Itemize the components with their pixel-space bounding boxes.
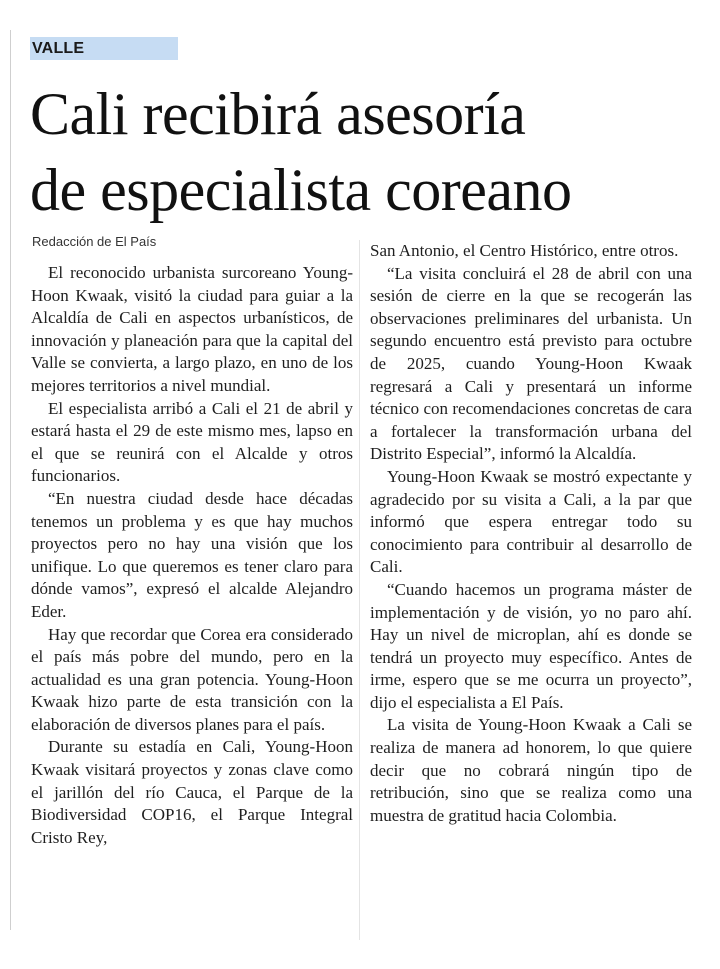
paragraph: El especialista arribó a Cali el 21 de abril y estará hasta el 29 de este mismo mes, lapso en el que se reunirá con el Alcalde y otros funcionarios.: [31, 398, 353, 486]
paragraph: Hay que recordar que Corea era considerado el país más pobre del mundo, pero en la actualidad es una gran potencia. Young-Hoon Kwaak hizo parte de esta transición con la elaboración de diversos planes para el país.: [31, 624, 353, 734]
paragraph: Young-Hoon Kwaak se mostró expectante y agradecido por su visita a Cali, a la par que informó que espera entregar todo su conocimiento para contribuir al desarrollo de Cali.: [370, 466, 692, 577]
section-tag: VALLE: [30, 37, 178, 60]
headline-line-2: de especialista coreano: [30, 157, 572, 223]
paragraph: “La visita concluirá el 28 de abril con una sesión de cierre en la que se recogerán las observaciones preliminares del urbanista. Un segundo encuentro está previsto para octubre de 2025, cuando Young-Hoon Kwaak regresará a Cali y presentará un informe técnico con recomendaciones concretas de cara a fortalecer la transformación urbana del Distrito Especial”, informó la Alcaldía.: [370, 263, 692, 464]
page-edge: [10, 30, 11, 930]
paragraph: “Cuando hacemos un programa máster de implementación y de visión, yo no paro ahí. Hay un nivel de microplan, ahí es donde se tendrá un proyecto muy específico. Antes de irme, espero que se me ocurra un proyecto”, dijo el especialista a El País.: [370, 579, 692, 712]
column-divider: [359, 240, 360, 940]
paragraph: Durante su estadía en Cali, Young-Hoon Kwaak visitará proyectos y zonas clave como el jarillón del río Cauca, el Parque de la Biodiversidad COP16, el Parque Integral Cristo Rey,: [31, 737, 353, 847]
paragraph: “En nuestra ciudad desde hace décadas tenemos un problema y es que hay muchos proyectos pero no hay una visión que los unifique. Lo que queremos es tener claro para dónde vamos”, expresó el alcalde Alejandro Eder.: [31, 488, 353, 621]
paragraph-continuation: San Antonio, el Centro Histórico, entre otros.: [370, 241, 679, 260]
headline: [30, 76, 710, 228]
left-column: [31, 262, 353, 849]
paragraph: La visita de Young-Hoon Kwaak a Cali se realiza de manera ad honorem, lo que quiere decir que no cobrará ningún tipo de retribución, sino que se realiza como una muestra de gratitud hacia Colombia.: [370, 715, 692, 825]
paragraph: El reconocido urbanista surcoreano Young-Hoon Kwaak, visitó la ciudad para guiar a la Alcaldía de Cali en aspectos urbanísticos, de innovación y planeación para que la capital del Valle se convierta, a largo plazo, en uno de los mejores territorios a nivel mundial.: [31, 263, 353, 395]
headline-line-1: Cali recibirá asesoría: [30, 81, 526, 147]
right-column: [370, 240, 692, 827]
byline: Redacción de El País: [32, 234, 157, 249]
